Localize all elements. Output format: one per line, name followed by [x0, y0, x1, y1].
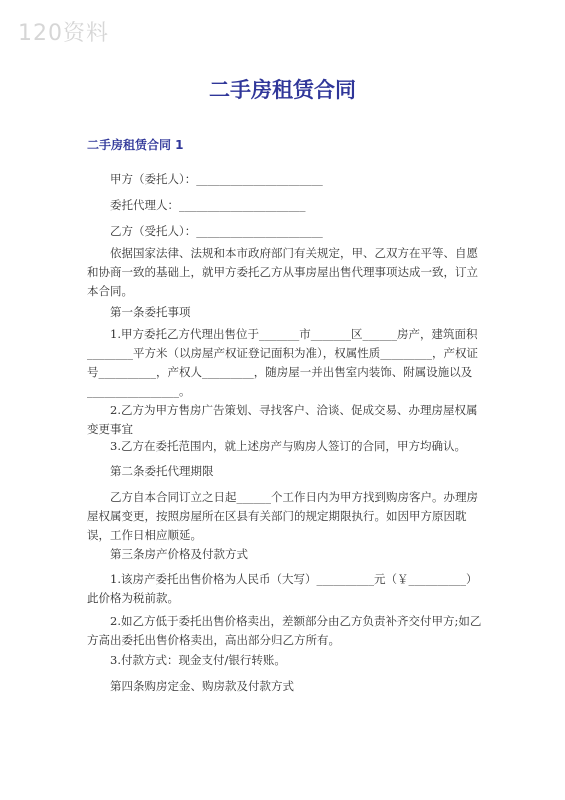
article-2-clause-1: 乙方自本合同订立之日起______个工作日内为甲方找到购房客户。办理房屋权属变更，按照房屋所在区县有关部门的规定期限执行。如因甲方原因耽误，工作日相应顺延。	[87, 490, 478, 542]
article-1-heading: 第一条委托事项	[110, 305, 191, 319]
article-3-clause-1: 1.该房产委托出售价格为人民币（大写）__________元（￥__________）此价格为税前款。	[87, 572, 478, 605]
document-title: 二手房租赁合同	[209, 78, 356, 102]
article-1-clause-2: 2.乙方为甲方售房广告策划、寻找客户、洽谈、促成交易、办理房屋权属变更事宜	[87, 403, 478, 436]
article-2-heading: 第二条委托代理期限	[110, 464, 214, 478]
article-3-clause-2: 2.如乙方低于委托出售价格卖出，差额部分由乙方负责补齐交付甲方;如乙方高出委托出售价格卖出，高出部分归乙方所有。	[87, 614, 482, 647]
article-4-heading: 第四条购房定金、购房款及付款方式	[110, 679, 294, 693]
article-3-heading: 第三条房产价格及付款方式	[110, 547, 248, 561]
article-3-clause-3: 3.付款方式：现金支付/银行转账。	[110, 653, 286, 667]
agent-line: 委托代理人：______________________	[110, 198, 306, 212]
article-1-clause-1: 1.甲方委托乙方代理出售位于_______市_______区______房产，建筑面积________平方米（以房屋产权证登记面积为准），权属性质_________，产权证号__________，产权人_________，随房屋一并出售室内装饰、附属设施以及________________。	[87, 327, 478, 398]
party-a-line: 甲方（委托人）：______________________	[110, 172, 323, 186]
article-1-clause-3: 3.乙方在委托范围内，就上述房产与购房人签订的合同，甲方均确认。	[110, 439, 466, 453]
watermark: 120资料	[18, 21, 109, 46]
section-subtitle: 二手房租赁合同 1	[87, 138, 184, 152]
intro-paragraph: 依据国家法律、法规和本市政府部门有关规定，甲、乙双方在平等、自愿和协商一致的基础上，就甲方委托乙方从事房屋出售代理事项达成一致，订立本合同。	[87, 246, 478, 298]
party-b-line: 乙方（受托人）：______________________	[110, 224, 323, 238]
